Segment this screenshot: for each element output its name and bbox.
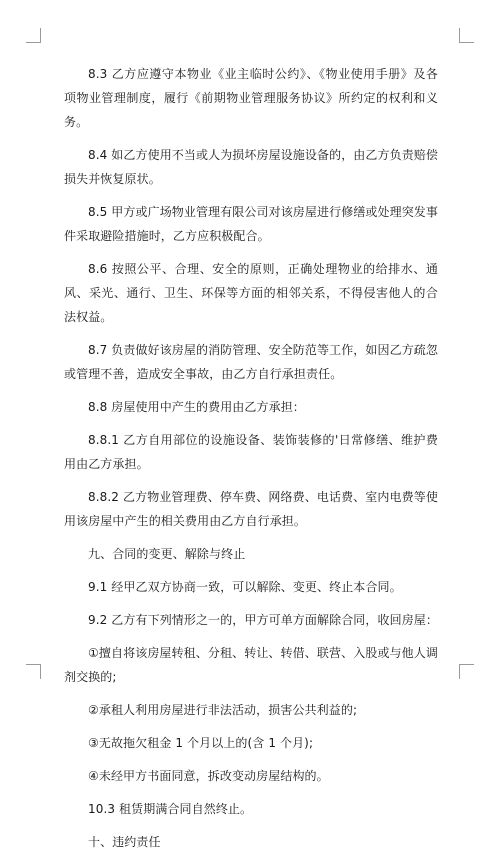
clause-8-8-2: 8.8.2 乙方物业管理费、停车费、网络费、电话费、室内电费等使用该房屋中产生的相关费用由乙方自行承担。 [64,490,438,528]
clause-8-8: 8.8 房屋使用中产生的费用由乙方承担： [88,400,305,414]
clause-8-8-1: 8.8.1 乙方自用部位的设施设备、装饰装修的'日常修缮、维护费用由乙方承担。 [64,433,438,471]
clause-9-2-item-3: ③无故拖欠租金 1 个月以上的(含 1 个月); [88,736,314,750]
clause-9-2: 9.2 乙方有下列情形之一的，甲方可单方面解除合同，收回房屋： [88,613,439,627]
clause-10-3: 10.3 租赁期满合同自然终止。 [88,802,253,816]
document-body [64,62,438,854]
section-heading-10: 十、违约责任 [88,835,161,849]
crop-mark-top-left [26,28,41,43]
crop-mark-bottom-left [26,664,41,679]
clause-8-3: 8.3 乙方应遵守本物业《业主临时公约》、《物业使用手册》及各项物业管理制度，履行《前期物业管理服务协议》所约定的权利和义务。 [64,67,438,129]
clause-8-6: 8.6 按照公平、合理、安全的原则，正确处理物业的给排水、通风、采光、通行、卫生、环保等方面的相邻关系，不得侵害他人的合法权益。 [64,262,438,324]
section-heading-9: 九、合同的变更、解除与终止 [88,547,246,561]
crop-mark-bottom-right [459,664,474,679]
clause-9-2-item-4: ④未经甲方书面同意，拆改变动房屋结构的。 [88,769,329,783]
clause-9-1: 9.1 经甲乙双方协商一致，可以解除、变更、终止本合同。 [88,580,402,594]
clause-9-2-item-2: ②承租人利用房屋进行非法活动，损害公共利益的; [88,703,358,717]
clause-8-5: 8.5 甲方或广场物业管理有限公司对该房屋进行修缮或处理突发事件采取避险措施时，乙方应积极配合。 [64,205,439,243]
clause-8-4: 8.4 如乙方使用不当或人为损坏房屋设施设备的，由乙方负责赔偿损失并恢复原状。 [64,148,439,186]
crop-mark-top-right [459,28,474,43]
clause-8-7: 8.7 负责做好该房屋的消防管理、安全防范等工作，如因乙方疏忽或管理不善，造成安全事故，由乙方自行承担责任。 [64,343,439,381]
clause-9-2-item-1: ①擅自将该房屋转租、分租、转让、转借、联营、入股或与他人调剂交换的; [64,646,438,684]
